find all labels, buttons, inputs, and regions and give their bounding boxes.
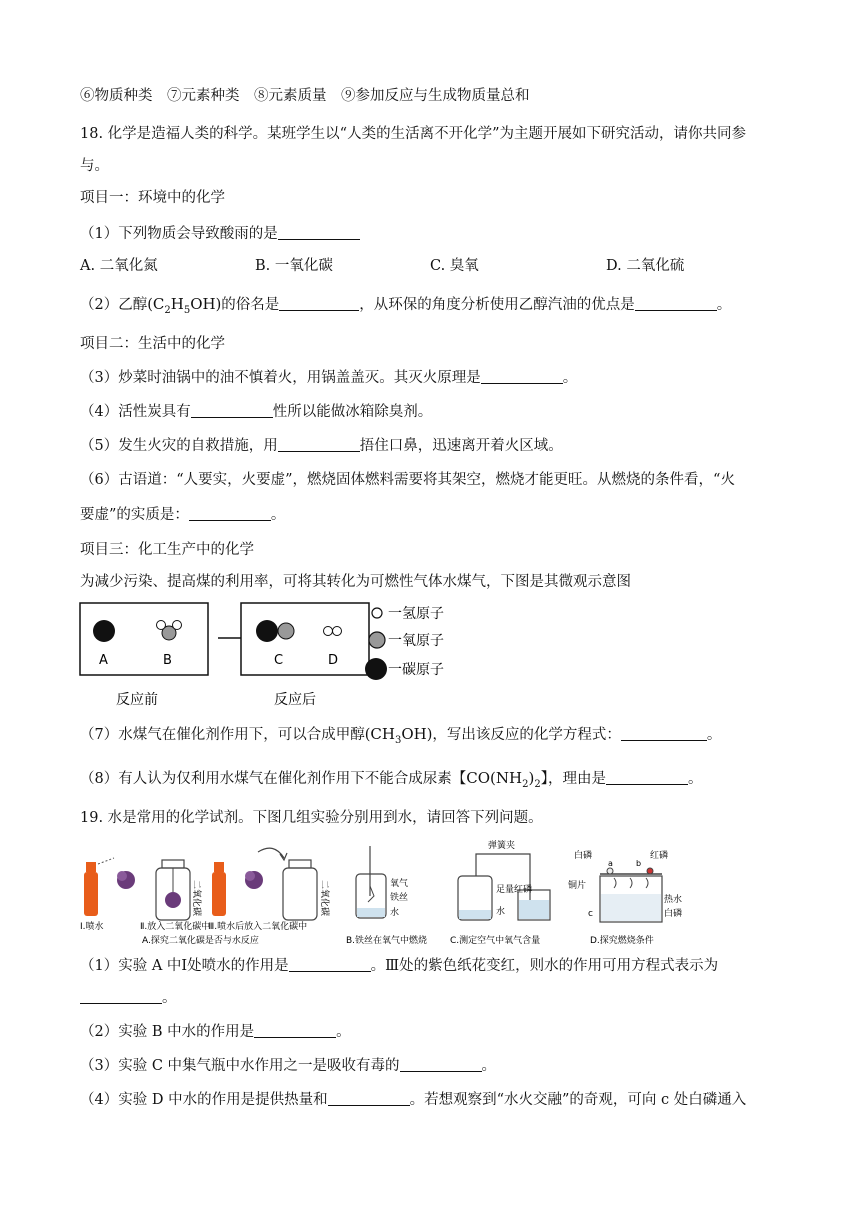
q18-3: （3）炒菜时油锅中的油不慎着火，用锅盖盖灭。其灭火原理是 。 bbox=[80, 370, 578, 386]
project2-title: 项目二：生活中的化学 bbox=[80, 336, 225, 352]
micro-diagram bbox=[78, 600, 468, 712]
q18-6-line1: （6）古语道：“人要实，火要虚”，燃烧固体燃料需要将其架空，燃烧才能更旺。从燃烧的条件看，“火 bbox=[80, 472, 735, 488]
hydrogen-atom-d1 bbox=[324, 627, 333, 636]
urea-formula: $CO(NH_2)_2$ bbox=[466, 769, 541, 790]
legend-oxygen: 一氧原子 bbox=[388, 633, 444, 649]
q18-stem-line2: 与。 bbox=[80, 158, 109, 174]
q18-2: （2）乙醇$(C_2H_5OH)$的俗名是 ，从环保的角度分析使用乙醇汽油的优点是 。 bbox=[80, 295, 732, 316]
options-continuation: ⑥物质种类 ⑦元素种类 ⑧元素质量 ⑨参加反应与生成物质量总和 bbox=[80, 88, 530, 104]
legend-carbon: 一碳原子 bbox=[388, 662, 444, 678]
d-label-red-p: 红磷 bbox=[650, 851, 669, 861]
before-caption: 反应前 bbox=[116, 692, 158, 708]
d-label-c: c bbox=[588, 909, 593, 919]
legend-oxygen-icon bbox=[369, 632, 385, 648]
a-step1-label: Ⅰ.喷水 bbox=[80, 922, 104, 932]
answer-blank bbox=[278, 225, 360, 240]
carbon-atom-a bbox=[93, 620, 115, 642]
gas-bottle-2 bbox=[283, 868, 317, 920]
q18-4: （4）活性炭具有 性所以能做冰箱除臭剂。 bbox=[80, 404, 433, 420]
answer-blank bbox=[621, 726, 707, 741]
oxygen-atom-c bbox=[278, 623, 294, 639]
c-clip-label: 弹簧夹 bbox=[488, 841, 516, 851]
answer-blank bbox=[328, 1091, 410, 1106]
d-label-b: b bbox=[636, 859, 642, 868]
legend-hydrogen-icon bbox=[372, 608, 382, 618]
ethanol-formula: $C_2H_5OH$ bbox=[152, 295, 216, 316]
q19-1-line1: （1）实验 A 中Ⅰ处喷水的作用是 。Ⅲ处的紫色纸花变红，则水的作用可用方程式表示为 bbox=[80, 958, 719, 974]
d-label-white-p2: 白磷 bbox=[664, 909, 683, 919]
q18-5: （5）发生火灾的自救措施，用 捂住口鼻，迅速离开着火区域。 bbox=[80, 438, 563, 454]
q18-2-text-c: ，从环保的角度分析使用乙醇汽油的优点是 bbox=[359, 297, 635, 313]
answer-blank bbox=[80, 989, 162, 1004]
answer-blank bbox=[254, 1023, 336, 1038]
methanol-formula: $CH_3OH$ bbox=[370, 725, 427, 746]
after-caption: 反应后 bbox=[274, 692, 316, 708]
b-label-oxygen: 氧气 bbox=[390, 879, 409, 889]
option-a: A. 二氧化氮 bbox=[80, 258, 158, 274]
spray-bottle-icon-2 bbox=[212, 872, 226, 916]
hydrogen-atom-b1 bbox=[157, 621, 166, 630]
b-caption: B.铁丝在氧气中燃烧 bbox=[346, 936, 428, 946]
answer-blank bbox=[289, 957, 371, 972]
experiment-d bbox=[568, 849, 682, 946]
q19-1-line2: 。 bbox=[80, 988, 177, 1008]
q18-1-text: （1）下列物质会导致酸雨的是 bbox=[80, 226, 278, 242]
a-step3-label: Ⅲ.喷水后放入二氧化碳中 bbox=[208, 922, 308, 932]
c-label-phosphorus: 足量红磷 bbox=[496, 885, 533, 895]
option-b: B. 一氧化碳 bbox=[255, 258, 333, 274]
label-c: C bbox=[274, 653, 284, 668]
legend-carbon-icon bbox=[365, 658, 387, 680]
label-b: B bbox=[163, 653, 172, 668]
q19-4: （4）实验 D 中水的作用是提供热量和 。若想观察到“水火交融”的奇观，可向 c 处白磷通入 bbox=[80, 1092, 747, 1108]
a-step2-label: Ⅱ.放入二氧化碳中 bbox=[140, 922, 211, 932]
q18-2-text-b: )的俗名是 bbox=[215, 297, 280, 313]
answer-blank bbox=[189, 506, 271, 521]
b-label-water: 水 bbox=[390, 908, 400, 918]
a-caption: A.探究二氧化碳是否与水反应 bbox=[142, 936, 259, 946]
b-label-iron: 铁丝 bbox=[390, 893, 409, 903]
c-caption: C.测定空气中氧气含量 bbox=[450, 936, 541, 946]
d-label-a: a bbox=[608, 859, 613, 868]
label-d: D bbox=[328, 653, 339, 668]
q18-8: （8）有人认为仅利用水煤气在催化剂作用下不能合成尿素【$CO(NH_2)_2$】，理由是 。 bbox=[80, 769, 703, 790]
spray-bottle-icon-1 bbox=[84, 872, 98, 916]
q19-stem: 19. 水是常用的化学试剂。下图几组实验分别用到水，请回答下列问题。 bbox=[80, 810, 543, 826]
q18-7: （7）水煤气在催化剂作用下，可以合成甲醇$(CH_3OH)$，写出该反应的化学方程式： 。 bbox=[80, 725, 722, 746]
option-d: D. 二氧化硫 bbox=[606, 258, 685, 274]
d-label-hot-water: 热水 bbox=[664, 895, 683, 905]
answer-blank bbox=[191, 403, 273, 418]
purple-flower-icon-2 bbox=[165, 892, 181, 908]
hydrogen-atom-d2 bbox=[333, 627, 342, 636]
c-label-water: 水 bbox=[496, 907, 506, 917]
carbon-atom-c bbox=[256, 620, 278, 642]
answer-blank bbox=[635, 296, 717, 311]
answer-blank bbox=[481, 369, 563, 384]
answer-blank bbox=[606, 770, 688, 785]
answer-blank bbox=[279, 296, 359, 311]
q18-2-text-a: （2）乙醇( bbox=[80, 297, 153, 313]
q18-1 bbox=[80, 224, 360, 244]
experiment-a bbox=[80, 848, 331, 946]
experiment-c bbox=[450, 839, 550, 946]
q18-6-line2: 要虚”的实质是： 。 bbox=[80, 507, 286, 523]
d-caption: D.探究燃烧条件 bbox=[590, 936, 654, 946]
legend-hydrogen: 一氢原子 bbox=[388, 606, 444, 622]
experiment-figure bbox=[78, 836, 683, 948]
option-c: C. 臭氧 bbox=[430, 258, 479, 274]
q19-3: （3）实验 C 中集气瓶中水作用之一是吸收有毒的 。 bbox=[80, 1058, 497, 1074]
q19-2: （2）实验 B 中水的作用是 。 bbox=[80, 1024, 351, 1040]
curved-arrow-icon bbox=[258, 848, 284, 858]
hydrogen-atom-b2 bbox=[173, 621, 182, 630]
experiment-b bbox=[346, 846, 427, 946]
answer-blank bbox=[400, 1057, 482, 1072]
a-gas-label-1: 二氧化碳 bbox=[191, 880, 201, 917]
project3-title: 项目三：化工生产中的化学 bbox=[80, 542, 254, 558]
a-gas-label: 二氧化碳 bbox=[319, 880, 329, 917]
project3-intro: 为减少污染、提高煤的利用率，可将其转化为可燃性气体水煤气，下图是其微观示意图 bbox=[80, 574, 631, 590]
q18-stem-line1: 18. 化学是造福人类的科学。某班学生以“人类的生活离不开化学”为主题开展如下研究活动，请你共同参 bbox=[80, 126, 746, 142]
project1-title: 项目一：环境中的化学 bbox=[80, 190, 225, 206]
answer-blank bbox=[278, 437, 360, 452]
d-label-copper: 铜片 bbox=[568, 881, 587, 891]
label-a: A bbox=[99, 653, 108, 668]
d-label-white-p: 白磷 bbox=[574, 851, 593, 861]
